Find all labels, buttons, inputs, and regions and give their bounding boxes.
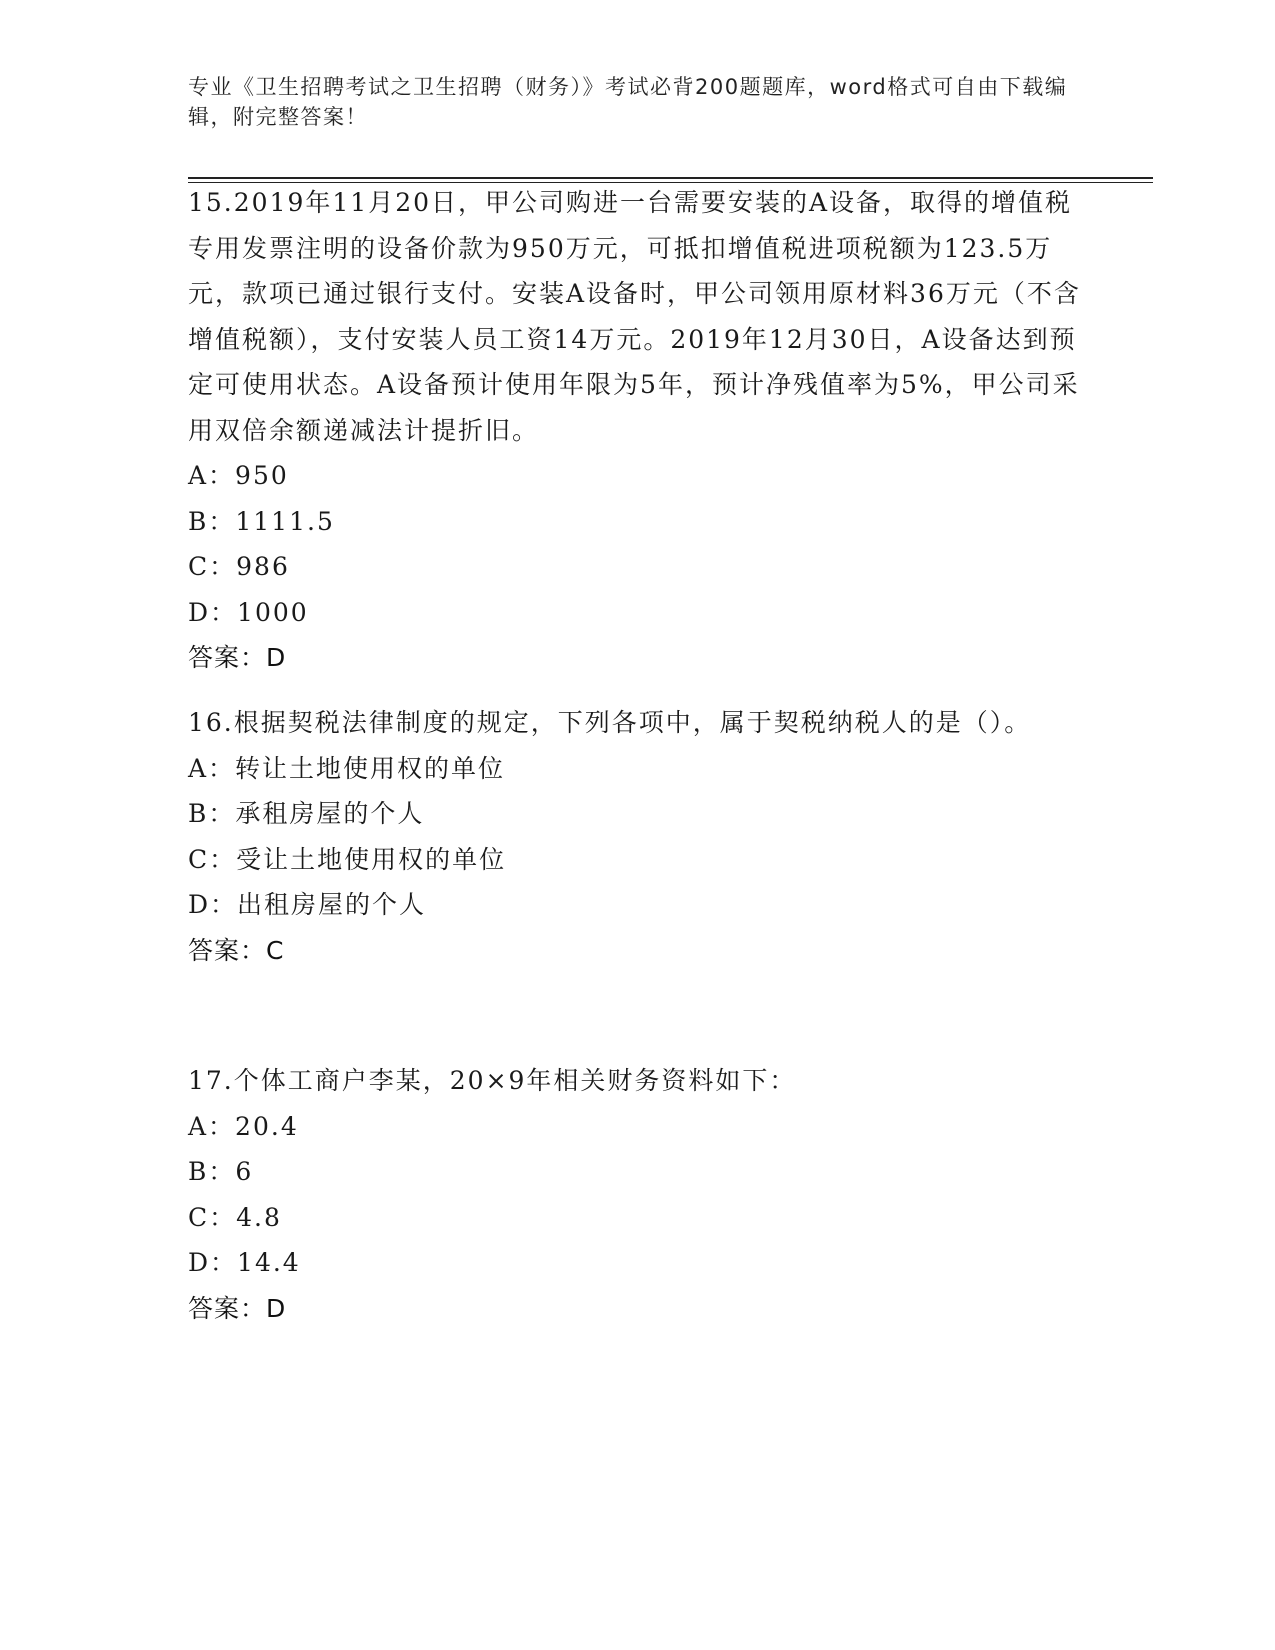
option-d: D：出租房屋的个人 xyxy=(188,890,427,919)
question-17 xyxy=(188,1058,1088,1331)
document-header: 专业《卫生招聘考试之卫生招聘（财务）》考试必背200题题库，word格式可自由下载编辑，附完整答案！ xyxy=(188,75,1068,129)
answer-value: D xyxy=(266,1293,287,1323)
option-d: D：1000 xyxy=(188,597,309,627)
option-b: B：承租房屋的个人 xyxy=(188,799,425,828)
answer-value: C xyxy=(266,935,285,965)
option-a: A：转让土地使用权的单位 xyxy=(188,753,506,783)
question-stem: 16.根据契税法律制度的规定，下列各项中，属于契税纳税人的是（）。 xyxy=(188,708,1032,737)
option-c: C：受让土地使用权的单位 xyxy=(188,844,507,874)
answer-label: 答案： xyxy=(188,935,267,965)
question-15 xyxy=(188,180,1088,681)
option-d: D：14.4 xyxy=(188,1248,301,1277)
option-b: B：1111.5 xyxy=(188,506,335,536)
answer-line xyxy=(188,928,1088,974)
answer-value: D xyxy=(266,643,287,672)
option-b: B：6 xyxy=(188,1157,254,1186)
option-c: C：986 xyxy=(188,552,290,581)
answer-label: 答案： xyxy=(188,643,267,672)
answer-line xyxy=(188,1286,1088,1332)
option-c: C：4.8 xyxy=(188,1202,282,1232)
question-stem: 17.个体工商户李某，20×9年相关财务资料如下： xyxy=(188,1066,797,1095)
option-a: A：950 xyxy=(188,461,289,490)
header-divider-thick xyxy=(188,177,1153,179)
answer-label: 答案： xyxy=(188,1293,267,1323)
option-a: A：20.4 xyxy=(188,1111,299,1141)
question-16 xyxy=(188,700,1088,973)
answer-line xyxy=(188,635,1088,681)
question-stem: 15.2019年11月20日，甲公司购进一台需要安装的A设备，取得的增值税专用发票注明的设备价款为950万元，可抵扣增值税进项税额为123.5万元，款项已通过银行支付。安装A设备时，甲公司领用原材料36万元（不含增值税额），支付安装人员工资14万元。2019年12月30日，A设备达到预定可使用状态。A设备预计使用年限为5年，预计净残值率为5%，甲公司采用双倍余额递减法计提折旧。 xyxy=(188,188,1081,445)
